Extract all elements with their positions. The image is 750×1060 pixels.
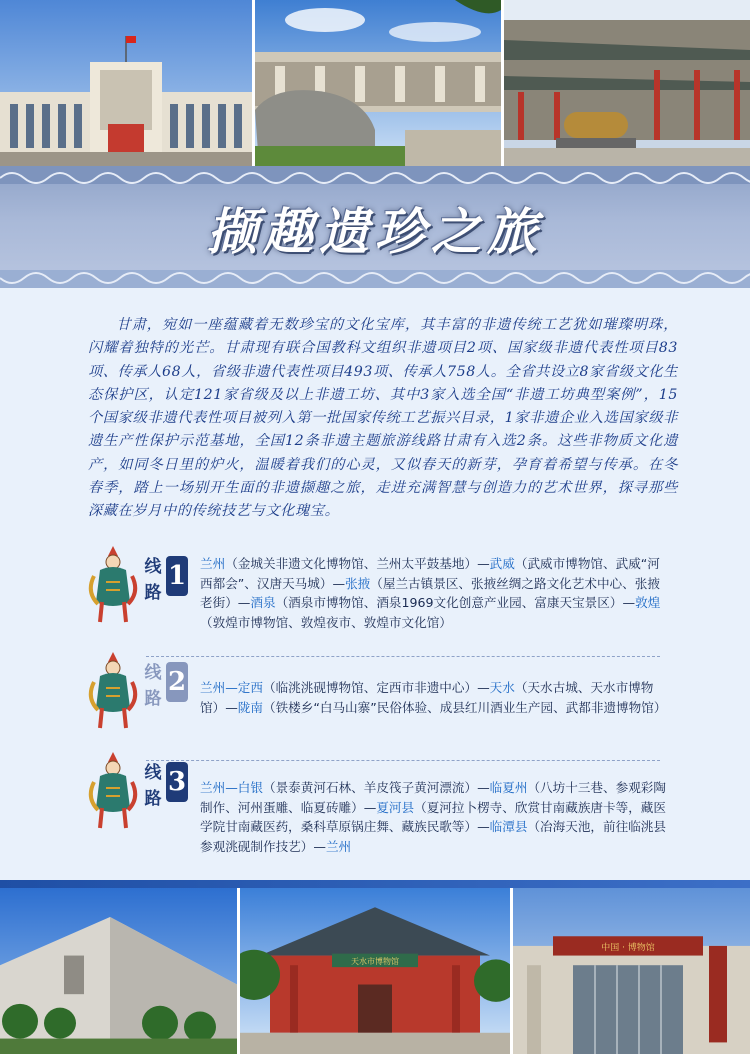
bottom-accent-band [0, 880, 750, 888]
route-label [142, 554, 164, 606]
route-label-char: 线 [144, 763, 162, 783]
route-place-name: 武威 [489, 556, 515, 571]
route-label-char: 路 [144, 689, 162, 709]
route-label [142, 760, 164, 812]
intro-paragraph: 甘肃，宛如一座蕴藏着无数珍宝的文化宝库，其丰富的非遗传统工艺犹如璀璨明珠，闪耀着独特的光芒。甘肃现有联合国教科文组织非遗项目2项、国家级非遗代表性项目83项、传承人68人，省级非遗代表性项目493项、传承人758人。全省共设立8家省级文化生态保护区，认定121家省级及以上非遗工坊、其中3家入选全国“非遗工坊典型案例”，15个国家级非遗代表性项目被列入第一批国家传统工艺振兴目录，1家非遗企业入选国家级非遗生产性保护示范基地，全国12条非遗主题旅游线路甘肃有入选2条。这些非物质文化遗产，如同冬日里的炉火，温暖着我们的心灵，又似春天的新芽，孕育着希望与传承。在冬春季，踏上一场别开生面的非遗撷趣之旅，走进充满智慧与创造力的艺术世界，探寻那些深藏在岁月中的传统技艺与文化瑰宝。 [88, 317, 678, 520]
route-place-name: 敦煌 [635, 595, 661, 611]
route-label-char: 线 [144, 557, 162, 577]
museum-stone-photo [255, 0, 501, 166]
route-place-detail: （屋兰古镇景区、张掖丝绸之路文化艺术中心、张掖老街）— [200, 575, 660, 611]
route-place-name: 临潭县 [489, 819, 528, 835]
title-band [0, 166, 750, 288]
museum-building-photo [0, 0, 252, 166]
route-place-detail: （夏河拉卜楞寺、欣赏甘南藏族唐卡等，藏医学院甘南藏医药，桑科草原锅庄舞、藏族民歌等）— [200, 799, 666, 835]
route-number: 3 [166, 762, 188, 802]
route-place-name: 临夏州 [489, 780, 528, 795]
route-place-name: 兰州—白银 [200, 780, 263, 795]
route-label-char: 路 [144, 583, 162, 603]
route-description [200, 554, 668, 632]
route-2 [88, 648, 668, 738]
route-place-name: 陇南 [237, 699, 263, 715]
route-place-name: 张掖 [345, 575, 371, 591]
route-place-name: 兰州 [200, 556, 226, 571]
route-place-name: 酒泉 [250, 595, 276, 611]
route-place-detail: （酒泉市博物馆、酒泉1969文化创意产业园、富康天宝景区）— [275, 595, 636, 611]
route-description [200, 678, 668, 717]
route-place-name: 天水 [489, 680, 515, 695]
museum-sign: 中国 · 博物馆 [601, 942, 655, 953]
bottom-photo-strip [0, 888, 750, 1060]
route-label-char: 路 [144, 789, 162, 809]
top-photo-strip [0, 0, 750, 166]
route-place-detail: （武威市博物馆、武威“河西都会”、汉唐天马城）— [200, 556, 660, 591]
route-place-name: 兰州 [325, 838, 352, 854]
route-3 [88, 748, 668, 858]
pavilion-drum-photo [504, 0, 750, 166]
red-gate-sign: 天水市博物馆 [350, 957, 400, 967]
route-place-detail: （金城关非遗文化博物馆、兰州太平鼓基地）— [225, 556, 490, 571]
route-place-name: 兰州—定西 [200, 680, 263, 695]
route-number: 1 [166, 556, 188, 596]
route-place-detail: （冶海天池，前往临洮县参观洮砚制作技艺）— [200, 819, 666, 854]
route-place-detail: （八坊十三巷、参观彩陶制作、河州蛋雕、临夏砖雕）— [200, 780, 666, 815]
route-place-detail: （铁楼乡“白马山寨”民俗体验、成县红川酒业生产园、武都非遗博物馆） [262, 699, 667, 715]
route-number: 2 [166, 662, 188, 702]
route-1 [88, 542, 668, 642]
page-title: 撷趣遗珍之旅 [207, 202, 543, 261]
gansu-museum-photo [513, 888, 750, 1054]
route-place-detail: （景泰黄河石林、羊皮筏子黄河漂流）— [262, 780, 490, 795]
wave-pattern-bottom [0, 270, 750, 288]
route-place-detail: （临洮洮砚博物馆、定西市非遗中心）— [262, 680, 490, 695]
red-gate-photo [240, 888, 510, 1054]
dunhuang-figure-icon [88, 748, 138, 832]
route-label-char: 线 [144, 663, 162, 683]
route-description [200, 778, 668, 856]
route-label [142, 660, 164, 712]
wave-pattern-top [0, 166, 750, 184]
route-place-name: 夏河县 [376, 799, 415, 815]
dunhuang-figure-icon [88, 648, 138, 732]
modern-museum-photo [0, 888, 237, 1054]
route-place-detail: （天水古城、天水市博物馆）— [200, 680, 654, 715]
route-place-detail: （敦煌市博物馆、敦煌夜市、敦煌市文化馆） [200, 614, 452, 630]
dunhuang-figure-icon [88, 542, 138, 626]
